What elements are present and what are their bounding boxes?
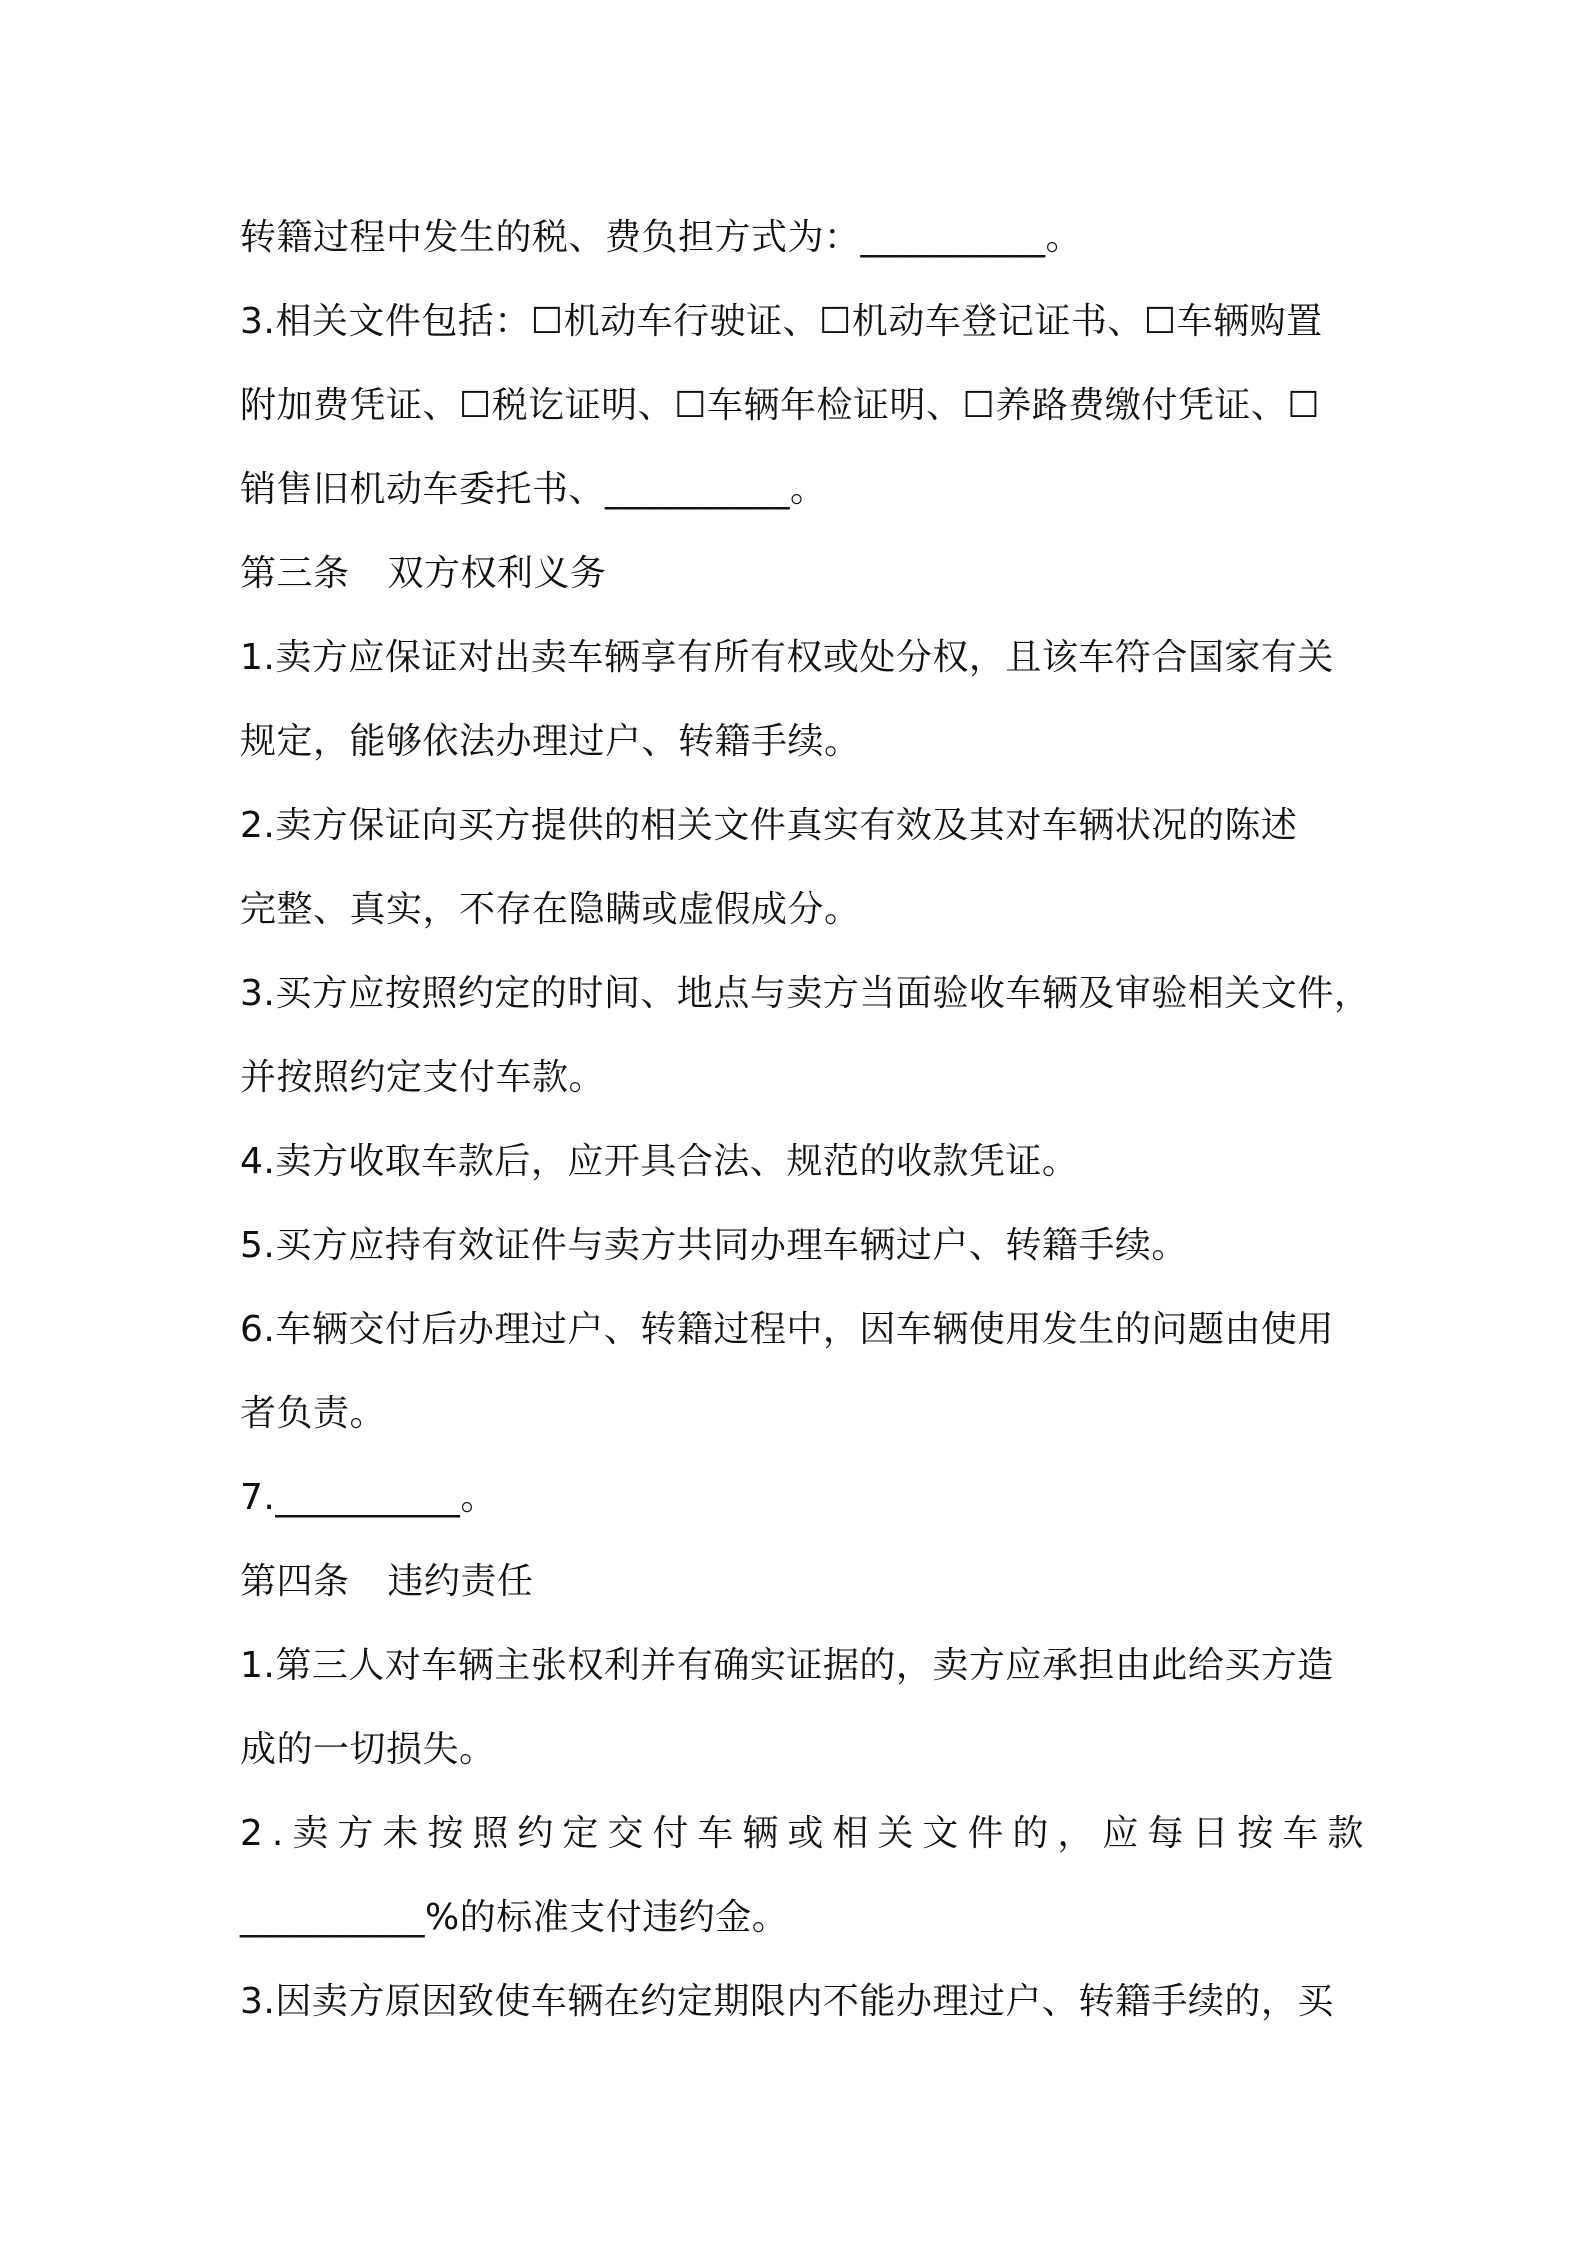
paragraph-related-docs-line-1: 3.相关文件包括：☐机动车行驶证、☐机动车登记证书、☐车辆购置 bbox=[240, 301, 1323, 342]
a3-item-7: 7.__________。 bbox=[240, 1477, 497, 1518]
a3-item-2-line-2: 完整、真实，不存在隐瞒或虚假成分。 bbox=[240, 889, 861, 930]
a3-item-1-line-2: 规定，能够依法办理过户、转籍手续。 bbox=[240, 721, 861, 762]
a3-item-1-line-1: 1.卖方应保证对出卖车辆享有所有权或处分权，且该车符合国家有关 bbox=[240, 637, 1334, 678]
paragraph-tax-fee: 转籍过程中发生的税、费负担方式为：__________。 bbox=[240, 217, 1083, 258]
article-3-heading bbox=[240, 532, 1370, 616]
a3-item-6-line-2: 者负责。 bbox=[240, 1393, 387, 1434]
a3-item-2-line-1: 2.卖方保证向买方提供的相关文件真实有效及其对车辆状况的陈述 bbox=[240, 805, 1298, 846]
article-4-title: 违约责任 bbox=[387, 1561, 534, 1602]
a3-item-3-line-2: 并按照约定支付车款。 bbox=[240, 1057, 606, 1098]
a4-item-1-line-1: 1.第三人对车辆主张权利并有确实证据的，卖方应承担由此给买方造 bbox=[240, 1645, 1334, 1686]
article-4-heading bbox=[240, 1540, 1370, 1624]
article-3-number: 第三条 bbox=[240, 553, 350, 594]
a4-item-3-line-1: 3.因卖方原因致使车辆在约定期限内不能办理过户、转籍手续的，买 bbox=[240, 1981, 1334, 2022]
a3-item-3-line-1: 3.买方应按照约定的时间、地点与卖方当面验收车辆及审验相关文件， bbox=[240, 973, 1371, 1014]
a4-item-1-line-2: 成的一切损失。 bbox=[240, 1729, 496, 1770]
a3-item-4: 4.卖方收取车款后，应开具合法、规范的收款凭证。 bbox=[240, 1141, 1079, 1182]
article-3-title: 双方权利义务 bbox=[387, 553, 607, 594]
a4-item-2-line-1: 2.卖方未按照约定交付车辆或相关文件的，应每日按车款 bbox=[240, 1813, 1373, 1854]
a3-item-6-line-1: 6.车辆交付后办理过户、转籍过程中，因车辆使用发生的问题由使用 bbox=[240, 1309, 1334, 1350]
paragraph-related-docs-line-2: 附加费凭证、☐税讫证明、☐车辆年检证明、☐养路费缴付凭证、☐ bbox=[240, 385, 1321, 426]
document-body bbox=[240, 196, 1373, 2044]
a3-item-5: 5.买方应持有效证件与卖方共同办理车辆过户、转籍手续。 bbox=[240, 1225, 1188, 1266]
paragraph-related-docs-line-3: 销售旧机动车委托书、__________。 bbox=[240, 469, 827, 510]
a4-item-2-line-2: __________%的标准支付违约金。 bbox=[240, 1897, 789, 1938]
article-4-number: 第四条 bbox=[240, 1561, 350, 1602]
